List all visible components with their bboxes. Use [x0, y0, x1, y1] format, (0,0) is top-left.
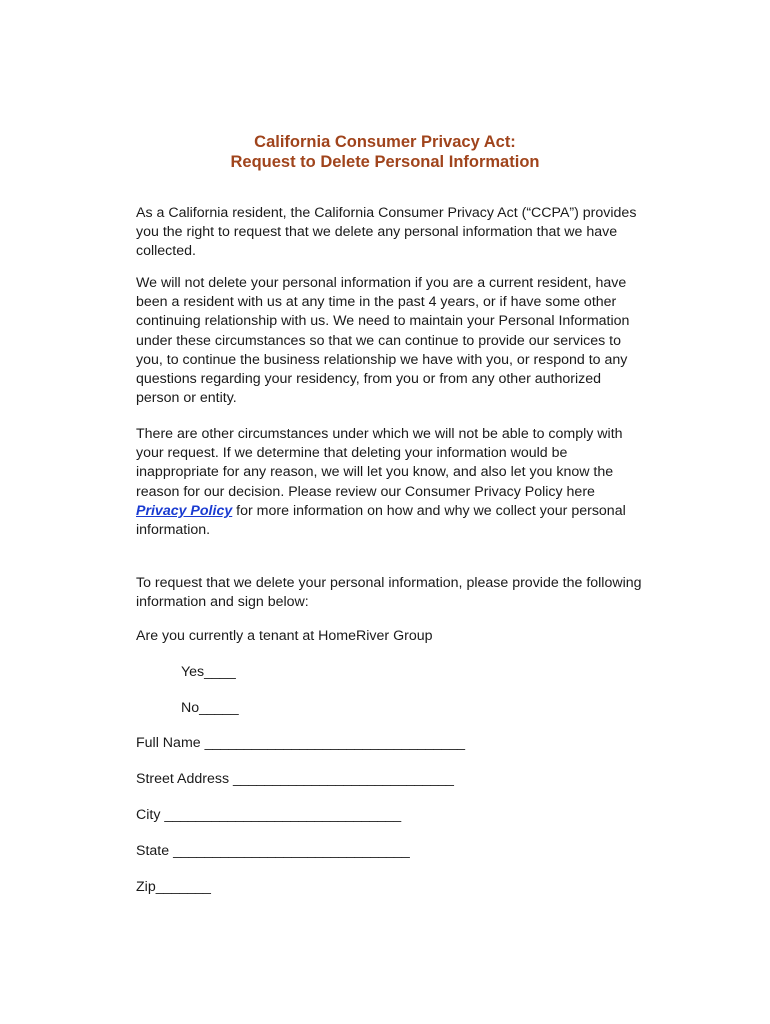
document-subtitle: Request to Delete Personal Information [230, 153, 540, 171]
zip-field[interactable]: Zip_______ [136, 879, 211, 895]
text-line: reason for our decision. Please review our Consumer Privacy Policy here [136, 483, 595, 500]
text-line: As a California resident, the California Consumer Privacy Act (“CCPA”) provides [136, 205, 637, 221]
tenant-question: Are you currently a tenant at HomeRiver Group [136, 628, 433, 644]
text-line: person or entity. [136, 390, 237, 407]
intro-paragraph [136, 204, 676, 262]
retention-paragraph [136, 274, 676, 408]
text-line: information and sign below: [136, 594, 309, 611]
instructions-paragraph [136, 574, 676, 612]
text-line: under these circumstances so that we can continue to provide our services to [136, 332, 621, 349]
city-field[interactable]: City ______________________________ [136, 807, 402, 823]
state-field[interactable]: State ______________________________ [136, 843, 410, 859]
text-line: To request that we delete your personal information, please provide the following [136, 575, 642, 591]
document-title: California Consumer Privacy Act: [254, 133, 516, 151]
privacy-policy-link[interactable]: Privacy Policy [136, 502, 233, 519]
text-line: inappropriate for any reason, we will let you know, and also let you know the [136, 464, 614, 481]
text-line: been a resident with us at any time in the past 4 years, or if have some other [136, 294, 617, 311]
text-fragment: for more information on how and why we collect your personal [232, 502, 626, 519]
text-line: you the right to request that we delete any personal information that we have [136, 224, 618, 241]
text-line: your request. If we determine that deleting your information would be [136, 445, 568, 462]
text-line-with-link [136, 502, 676, 521]
circumstances-paragraph [136, 425, 676, 540]
street-address-field[interactable]: Street Address ____________________________ [136, 771, 454, 787]
text-line: information. [136, 522, 211, 539]
full-name-field[interactable]: Full Name _________________________________ [136, 735, 465, 751]
text-line: We will not delete your personal information if you are a current resident, have [136, 275, 627, 291]
text-line: There are other circumstances under which we will not be able to comply with [136, 426, 623, 442]
text-line: questions regarding your residency, from you or from any other authorized [136, 371, 602, 388]
text-line: continuing relationship with us. We need to maintain your Personal Information [136, 313, 630, 330]
yes-option-field[interactable]: Yes____ [181, 664, 236, 680]
text-line: collected. [136, 243, 196, 260]
text-line: you, to continue the business relationship we have with you, or respond to any [136, 351, 628, 368]
no-option-field[interactable]: No_____ [181, 700, 239, 716]
